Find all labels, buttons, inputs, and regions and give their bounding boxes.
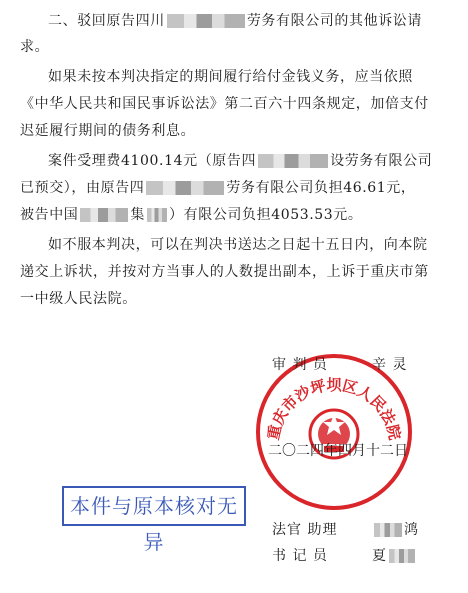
text-segment: 二、驳回原告四川: [48, 13, 165, 29]
paragraph-4-line-1: 如不服本判决，可以在判决书送达之日起十五日内，向本院: [48, 237, 428, 253]
redaction-block: [167, 14, 245, 28]
text-segment: 已预交），由原告四: [20, 180, 145, 196]
paragraph-2-line-1: 如果未按本判决指定的期间履行给付金钱义务，应当依照: [48, 69, 413, 85]
redaction-block: [80, 208, 128, 222]
paragraph-3-line-1: [48, 150, 432, 172]
redaction-block: [258, 154, 328, 168]
clerk-title: 书 记 员: [272, 548, 328, 564]
text-segment: 设劳务有限公司: [330, 153, 433, 169]
redaction-block: [146, 181, 224, 195]
text-segment: 劳务有限公司负担46.61元，: [226, 180, 416, 196]
judgment-date: 二〇二四年四月十二日: [268, 443, 408, 459]
assistant-name-text: 鸿: [404, 522, 419, 538]
paragraph-2-line-3: 迟延履行期间的债务利息。: [20, 123, 196, 139]
redaction-block: [147, 208, 167, 222]
judge-name: 辛 灵: [372, 357, 408, 373]
seal-text: 重庆市沙坪坝区人民法院: [264, 376, 404, 442]
paragraph-3-line-2: [20, 177, 416, 199]
paragraph-4-line-2: 递交上诉状，并按对方当事人的人数提出副本，上诉于重庆市第: [20, 264, 429, 280]
redaction-block: [389, 549, 415, 563]
text-segment: 集: [130, 207, 146, 223]
clerk-name: [372, 546, 417, 566]
text-segment: 被告中国: [20, 207, 79, 223]
clerk-name-text: 夏: [372, 548, 387, 564]
redaction-block: [374, 523, 402, 537]
text-segment: ）有限公司负担4053.53元。: [169, 207, 363, 223]
text-segment: 劳务有限公司的其他诉讼请: [246, 13, 423, 29]
paragraph-1-line-1: [48, 10, 422, 32]
paragraph-3-line-3: [20, 204, 363, 226]
assistant-title: 法官 助理: [272, 522, 338, 538]
judge-title: 审 判 员: [272, 357, 328, 373]
assistant-name: [372, 520, 419, 540]
paragraph-2-line-2: 《中华人民共和国民事诉讼法》第二百六十四条规定，加倍支付: [20, 96, 429, 112]
verification-stamp: 本件与原本核对无异: [62, 486, 246, 526]
text-segment: 案件受理费4100.14元（原告四: [48, 153, 257, 169]
paragraph-1-line-2: 求。: [20, 39, 50, 55]
paragraph-4-line-3: 一中级人民法院。: [20, 291, 137, 307]
